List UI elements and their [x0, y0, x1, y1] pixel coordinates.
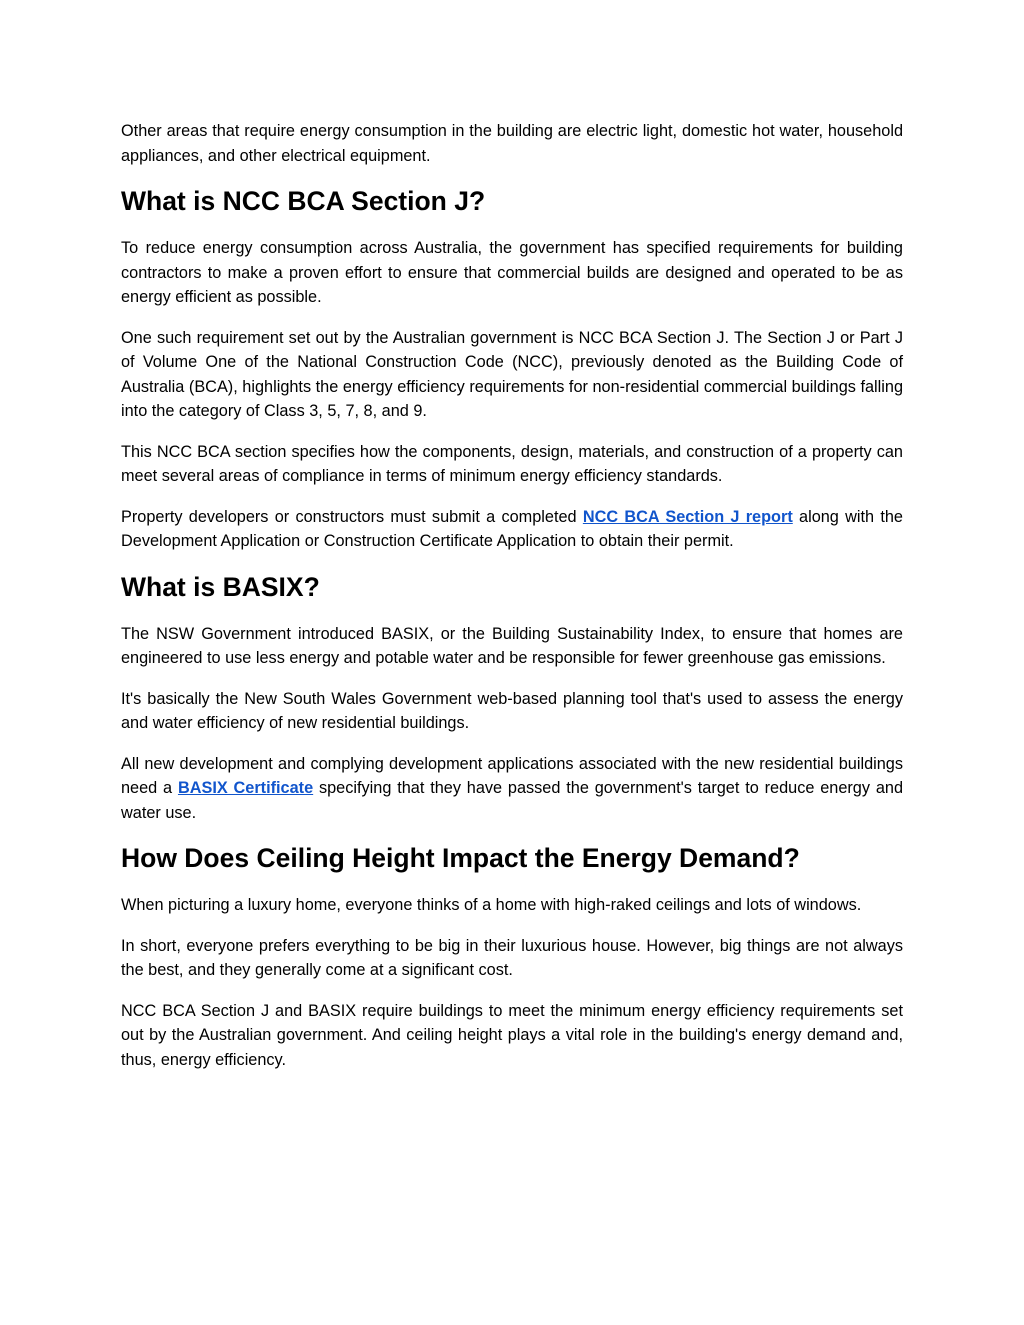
basix-heading: What is BASIX?: [121, 571, 320, 602]
section-j-paragraph-4: [121, 505, 903, 554]
section-j-heading: What is NCC BCA Section J?: [121, 186, 486, 216]
ncc-bca-section-j-report-link[interactable]: NCC BCA Section J report: [582, 507, 793, 526]
basix-certificate-link[interactable]: BASIX Certificate: [177, 779, 314, 797]
section-j-paragraph-1: To reduce energy consumption across Australia, the government has specified requirements for building contractors to make a proven effort to ensure that commercial builds are designed and operated to be as energy efficient as possible.: [121, 239, 903, 306]
ceiling-heading: How Does Ceiling Height Impact the Energy Demand?: [121, 843, 800, 873]
section-j-paragraph-2: One such requirement set out by the Australian government is NCC BCA Section J. The Section J or Part J of Volume One of the National Construction Code (NCC), previously denoted as the Building Code of Australia (BCA), highlights the energy efficiency requirements for non-residential commercial buildings falling into the category of Class 3, 5, 7, 8, and 9.: [121, 328, 903, 420]
ceiling-paragraph-2: In short, everyone prefers everything to be big in their luxurious house. However, big things are not always the best, and they generally come at a significant cost.: [121, 936, 903, 979]
basix-paragraph-1: The NSW Government introduced BASIX, or the Building Sustainability Index, to ensure that homes are engineered to use less energy and potable water and be responsible for fewer greenhouse gas emissions.: [121, 624, 903, 667]
ceiling-paragraph-3: NCC BCA Section J and BASIX require buildings to meet the minimum energy efficiency requirements set out by the Australian government. And ceiling height plays a vital role in the building's energy demand and, thus, energy efficiency.: [121, 1001, 903, 1069]
basix-paragraph-2: It's basically the New South Wales Government web-based planning tool that's used to assess the energy and water efficiency of new residential buildings.: [121, 689, 903, 732]
ceiling-paragraph-1: When picturing a luxury home, everyone thinks of a home with high-raked ceilings and lots of windows.: [121, 896, 862, 914]
document-page: [121, 119, 903, 1088]
intro-paragraph: Other areas that require energy consumption in the building are electric light, domestic hot water, household appliances, and other electrical equipment.: [121, 122, 903, 165]
basix-paragraph-3-tail: specifying that they have passed the government's target to reduce energy and water use.: [121, 779, 903, 822]
section-j-paragraph-4-lead: Property developers or constructors must submit a completed: [121, 507, 583, 526]
basix-paragraph-3: [121, 752, 903, 826]
section-j-paragraph-4-tail: along with the Development Application or Construction Certificate Application to obtain their permit.: [121, 507, 903, 550]
basix-paragraph-3-lead: All new development and complying development applications associated with the new residential buildings need a: [121, 754, 903, 797]
section-j-paragraph-3: This NCC BCA section specifies how the components, design, materials, and construction of a property can meet several areas of compliance in terms of minimum energy efficiency standards.: [121, 442, 903, 485]
